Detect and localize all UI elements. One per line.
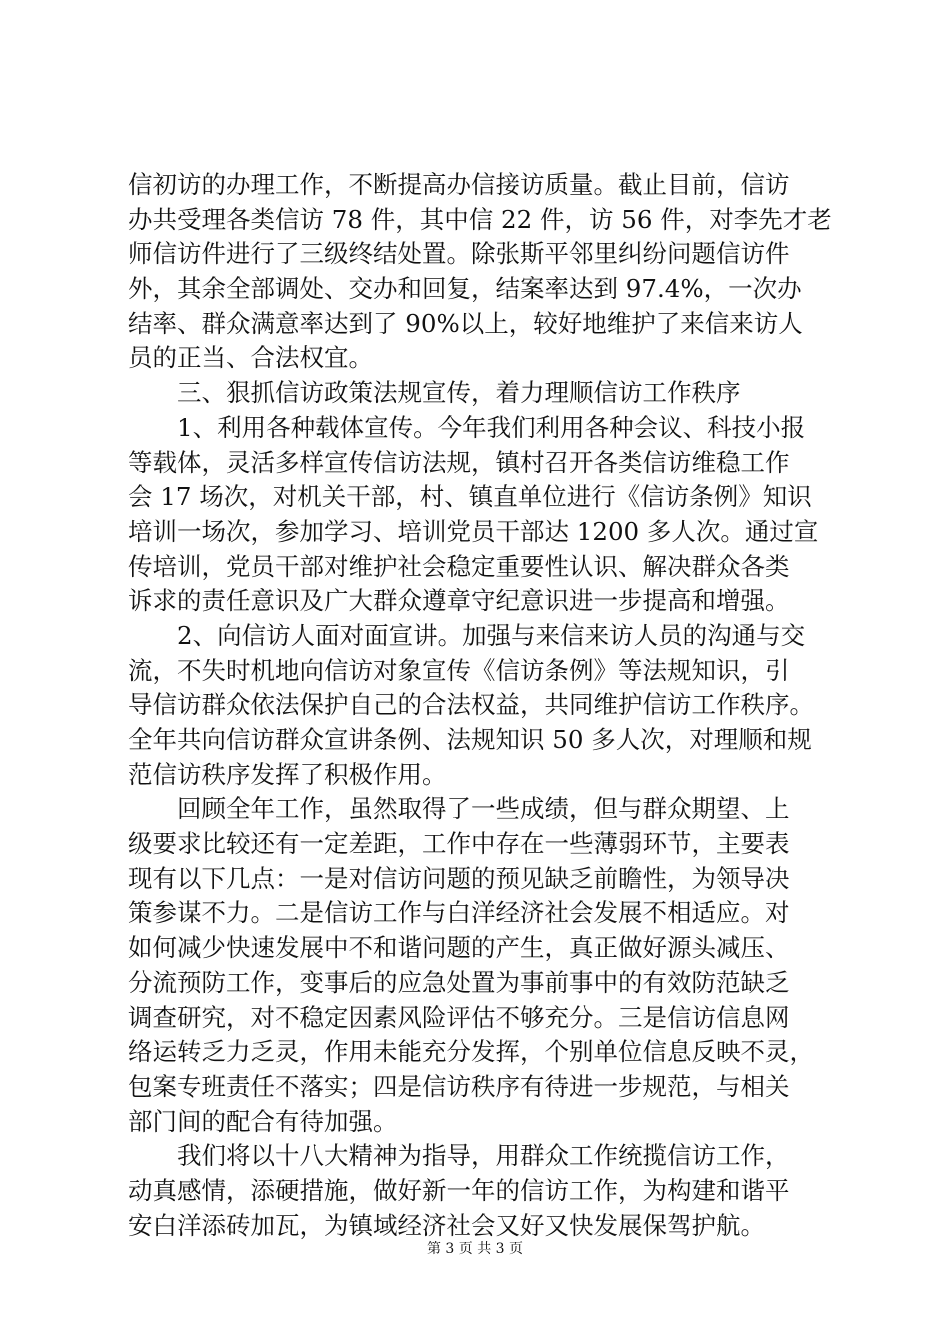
text-line: 策参谋不力。二是信访工作与白洋经济社会发展不相适应。对 <box>128 898 790 928</box>
text-line: 员的正当、合法权宜。 <box>128 343 373 373</box>
section-heading: 三、狠抓信访政策法规宣传，着力理顺信访工作秩序 <box>128 378 741 408</box>
text-line: 包案专班责任不落实；四是信访秩序有待进一步规范，与相关 <box>128 1071 790 1101</box>
text-line: 流，不失时机地向信访对象宣传《信访条例》等法规知识，引 <box>128 655 790 685</box>
text-line: 会 17 场次，对机关干部，村、镇直单位进行《信访条例》知识 <box>128 482 812 512</box>
text-line: 全年共向信访群众宣讲条例、法规知识 50 多人次，对理顺和规 <box>128 725 812 754</box>
text-line: 1、利用各种载体宣传。今年我们利用各种会议、科技小报 <box>128 412 806 442</box>
text-line: 传培训，党员干部对维护社会稳定重要性认识、解决群众各类 <box>128 551 790 581</box>
text-line: 级要求比较还有一定差距，工作中存在一些薄弱环节，主要表 <box>128 829 790 859</box>
text-line: 师信访件进行了三级终结处置。除张斯平邻里纠纷问题信访件 <box>128 239 790 269</box>
text-line: 分流预防工作，变事后的应急处置为事前事中的有效防范缺乏 <box>128 967 790 997</box>
text-line: 2、向信访人面对面宣讲。加强与来信来访人员的沟通与交 <box>128 620 806 650</box>
text-line: 结率、群众满意率达到了 90%以上，较好地维护了来信来访人 <box>128 308 803 338</box>
text-line: 办共受理各类信访 78 件，其中信 22 件，访 56 件，对李先才老 <box>128 204 832 234</box>
text-line: 动真感情，添硬措施，做好新一年的信访工作，为构建和谐平 <box>128 1175 790 1205</box>
text-line: 如何减少快速发展中不和谐问题的产生，真正做好源头减压、 <box>128 933 790 963</box>
text-line: 等载体，灵活多样宣传信访法规，镇村召开各类信访维稳工作 <box>128 447 790 477</box>
text-line: 我们将以十八大精神为指导，用群众工作统揽信访工作， <box>128 1141 790 1171</box>
document-body <box>128 168 832 1243</box>
text-line: 外，其余全部调处、交办和回复，结案率达到 97.4%，一次办 <box>128 274 802 304</box>
text-line: 范信访秩序发挥了积极作用。 <box>128 759 447 789</box>
page-number-footer: 第 3 页 共 3 页 <box>426 1241 524 1257</box>
text-line: 培训一场次，参加学习、培训党员干部达 1200 多人次。通过宣 <box>128 516 819 546</box>
text-line: 络运转乏力乏灵，作用未能充分发挥，个别单位信息反映不灵， <box>128 1037 814 1067</box>
text-line: 回顾全年工作，虽然取得了一些成绩，但与群众期望、上 <box>128 794 790 824</box>
text-line: 安白洋添砖加瓦，为镇域经济社会又好又快发展保驾护航。 <box>128 1210 765 1240</box>
text-line: 诉求的责任意识及广大群众遵章守纪意识进一步提高和增强。 <box>128 586 790 616</box>
text-line: 现有以下几点：一是对信访问题的预见缺乏前瞻性，为领导决 <box>128 863 790 893</box>
text-line: 导信访群众依法保护自己的合法权益，共同维护信访工作秩序。 <box>128 690 814 720</box>
text-line: 信初访的办理工作，不断提高办信接访质量。截止目前，信访 <box>128 170 790 199</box>
text-line: 部门间的配合有待加强。 <box>128 1106 398 1136</box>
text-line: 调查研究，对不稳定因素风险评估不够充分。三是信访信息网 <box>128 1002 790 1032</box>
